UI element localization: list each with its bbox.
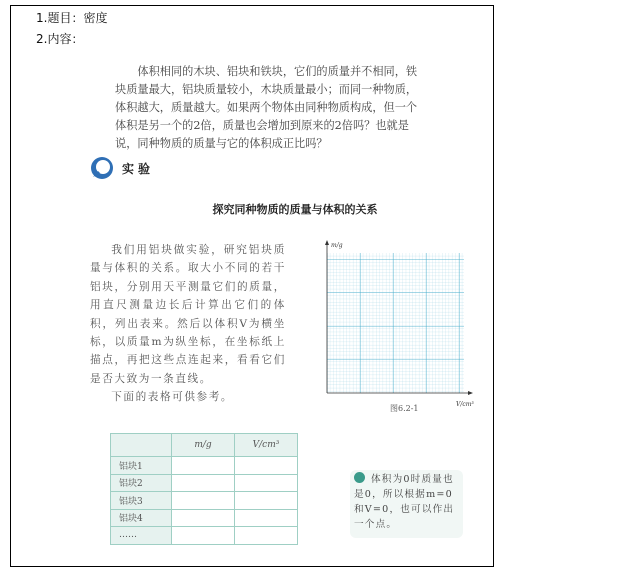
row-label: 铝块3	[111, 492, 172, 510]
table-row	[111, 527, 298, 545]
table-row	[111, 474, 298, 492]
table-row	[111, 457, 298, 475]
row-label: ……	[111, 527, 172, 545]
row-label: 铝块4	[111, 509, 172, 527]
content-label: 2.内容：	[36, 32, 84, 46]
topic-line: 1.题目：密度	[36, 11, 108, 25]
tip-icon	[354, 472, 365, 483]
tip-note	[350, 470, 463, 538]
intro-paragraph: 体积相同的木块、铝块和铁块，它们的质量并不相同，铁块质量最大，铝块质量较小，木块质量最小；而同一种物质，体积越大，质量越大。如果两个物体由同种物质构成，但一个体积是另一个的2倍，质量也会增加到原来的2倍吗？也就是说，同种物质的质量与它的体积成正比吗？	[115, 65, 418, 150]
tip-text: 体积为0时质量也是0，所以根据m=0和V=0，也可以作出一个点。	[354, 474, 455, 530]
row-label: 铝块2	[111, 474, 172, 492]
header-cell: m/g	[172, 434, 235, 457]
experiment-description	[90, 241, 286, 407]
experiment-icon	[90, 156, 114, 180]
table-header-row	[111, 434, 298, 457]
figure-caption: 图6.2-1	[390, 404, 419, 413]
graph-paper	[318, 238, 488, 408]
data-table	[110, 433, 298, 545]
body-paragraph: 我们用铝块做实验，研究铝块质量与体积的关系。取大小不同的若干铝块，分别用天平测量它们的质量，用直尺测量边长后计算出它们的体积，列出表来。然后以体积V为横坐标，以质量m为纵坐标，在坐标纸上描点，再把这些点连起来，看看它们是否大致为一条直线。	[90, 244, 286, 385]
header-cell: V/cm³	[235, 434, 298, 457]
table-row	[111, 509, 298, 527]
section-label: 实验	[122, 162, 155, 176]
header-cell	[111, 434, 172, 457]
x-axis-label: V/cm³	[456, 401, 474, 408]
y-axis-label: m/g	[331, 242, 343, 249]
body-paragraph: 下面的表格可供参考。	[111, 391, 234, 404]
table-row	[111, 492, 298, 510]
row-label: 铝块1	[111, 457, 172, 475]
experiment-title: 探究同种物质的质量与体积的关系	[212, 203, 378, 216]
